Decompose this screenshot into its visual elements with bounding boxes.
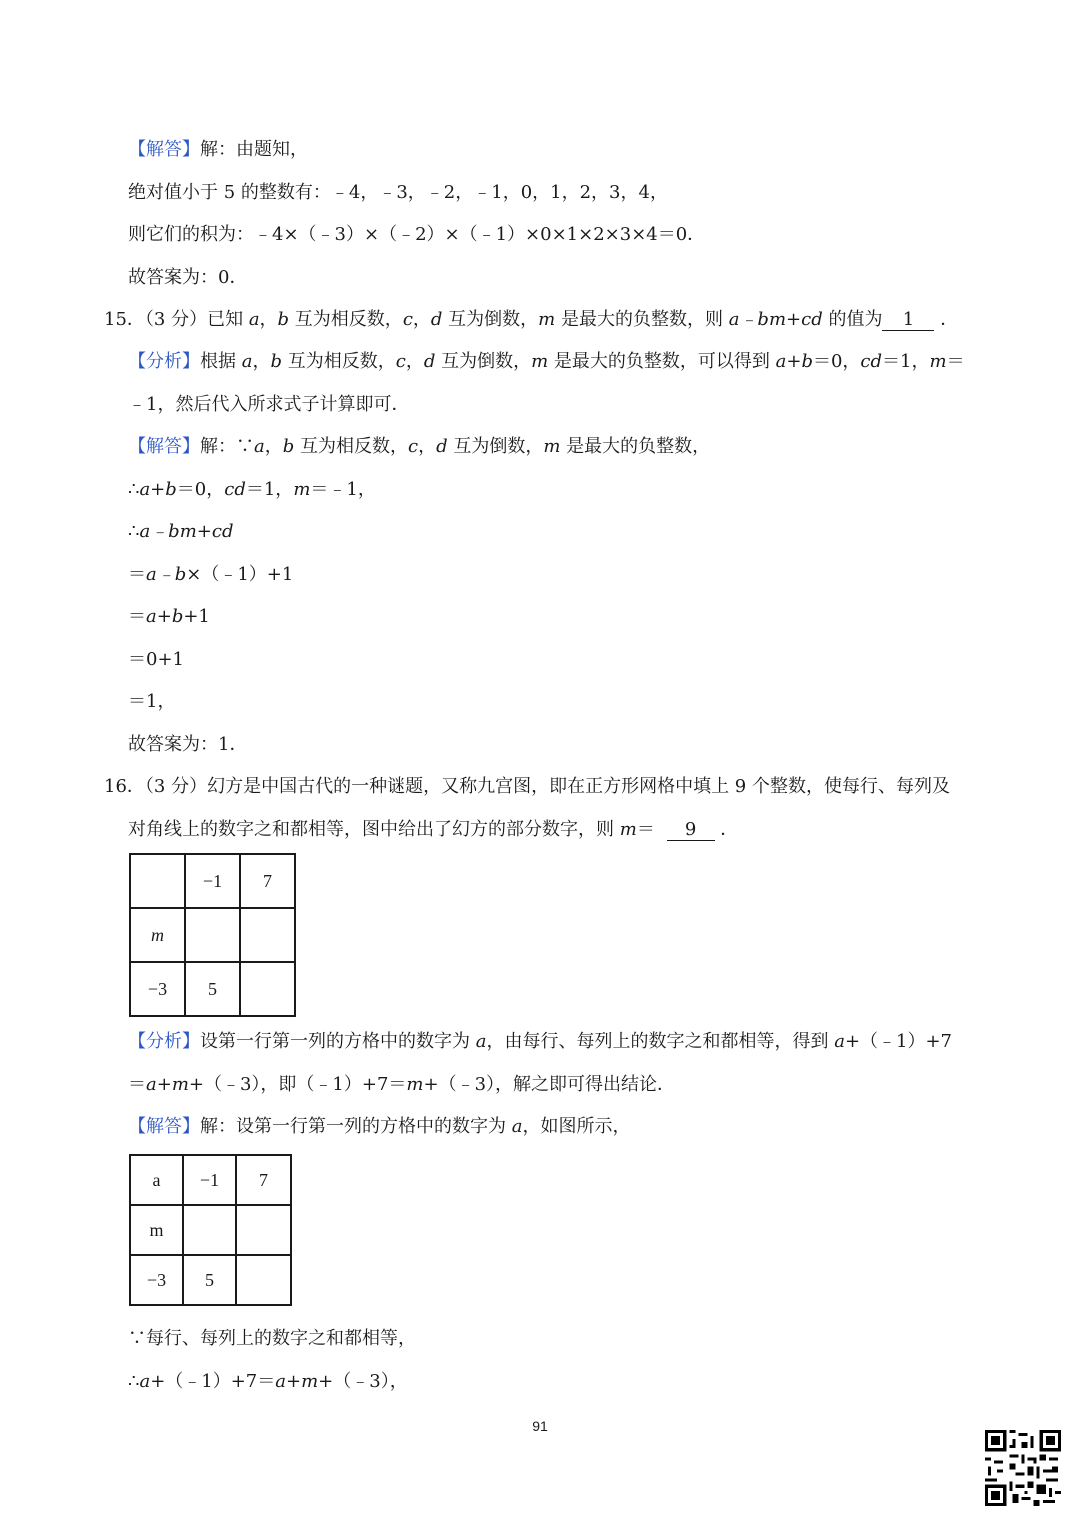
text-line: ﹣1，然后代入所求式子计算即可． — [128, 394, 410, 415]
grid-cell — [185, 908, 240, 962]
magic-square-grid-solution — [129, 1154, 292, 1306]
text-line: ∴a+（﹣1）+7＝a+m+（﹣3）， — [128, 1371, 408, 1392]
grid-cell: 7 — [240, 854, 295, 908]
answer-blank: 9 — [667, 820, 715, 841]
answer-tag: 【解答】 — [128, 139, 200, 160]
grid-cell: 7 — [236, 1155, 291, 1205]
answer-tag: 【解答】 — [128, 1116, 200, 1137]
text-line: ∵每行、每列上的数字之和都相等， — [128, 1328, 416, 1349]
text-line: ∴a+b＝0，cd＝1，m＝﹣1， — [128, 479, 376, 500]
text-line: ＝a﹣b×（﹣1）+1 — [128, 564, 294, 585]
qr-code-icon — [985, 1430, 1061, 1506]
answer-text: 解：由题知， — [200, 139, 308, 160]
question-15: 15．（3 分）已知 a，b 互为相反数，c，d 互为倒数，m 是最大的负整数，则 a﹣bm+cd 的值为 1 ． — [104, 309, 959, 330]
grid-cell: 5 — [183, 1255, 236, 1305]
grid-cell — [240, 962, 295, 1016]
text-line: ＝0+1 — [128, 649, 184, 670]
grid-cell: a — [130, 1155, 183, 1205]
text-line: 故答案为：0． — [128, 267, 248, 288]
text-line: ＝a+b+1 — [128, 606, 210, 627]
page-number: 91 — [532, 1418, 548, 1434]
text-line: ∴a﹣bm+cd — [128, 521, 234, 542]
analysis-line: 【分析】根据 a，b 互为相反数，c，d 互为倒数，m 是最大的负整数，可以得到 a+b＝0，cd＝1，m＝ — [128, 351, 965, 372]
answer-blank: 1 — [882, 310, 934, 331]
answer-line: 【解答】解：∵a，b 互为相反数，c，d 互为倒数，m 是最大的负整数， — [128, 436, 711, 457]
grid-cell — [130, 854, 185, 908]
grid-cell: −1 — [183, 1155, 236, 1205]
grid-cell: m — [130, 908, 185, 962]
grid-cell: −3 — [130, 962, 185, 1016]
text-line: 故答案为：1． — [128, 734, 248, 755]
grid-cell: −1 — [185, 854, 240, 908]
grid-cell — [183, 1205, 236, 1255]
grid-cell: 5 — [185, 962, 240, 1016]
text-line: 则它们的积为：﹣4×（﹣3）×（﹣2）×（﹣1）×0×1×2×3×4＝0． — [128, 224, 706, 245]
text-line: ＝1， — [128, 691, 176, 712]
answer-tag: 【解答】 — [128, 436, 200, 457]
analysis-line: 【分析】设第一行第一列的方格中的数字为 a，由每行、每列上的数字之和都相等，得到 a+（﹣1）+7 — [128, 1031, 953, 1052]
question-16-cont: 对角线上的数字之和都相等，图中给出了幻方的部分数字，则 m＝ 9 ． — [128, 819, 739, 840]
grid-cell — [236, 1255, 291, 1305]
text-line: 绝对值小于 5 的整数有：﹣4，﹣3，﹣2，﹣1，0，1，2，3，4， — [128, 182, 668, 203]
text-line: ＝a+m+（﹣3），即（﹣1）+7＝m+（﹣3），解之即可得出结论． — [128, 1074, 676, 1095]
answer-line — [128, 138, 308, 162]
analysis-tag: 【分析】 — [128, 1031, 200, 1052]
grid-cell — [240, 908, 295, 962]
grid-cell — [236, 1205, 291, 1255]
answer-line: 【解答】解：设第一行第一列的方格中的数字为 a，如图所示， — [128, 1116, 631, 1137]
analysis-tag: 【分析】 — [128, 351, 200, 372]
question-16: 16．（3 分）幻方是中国古代的一种谜题，又称九宫图，即在正方形网格中填上 9 个整数，使每行、每列及 — [104, 776, 950, 797]
grid-cell: m — [130, 1205, 183, 1255]
grid-cell: −3 — [130, 1255, 183, 1305]
magic-square-grid — [129, 853, 296, 1017]
